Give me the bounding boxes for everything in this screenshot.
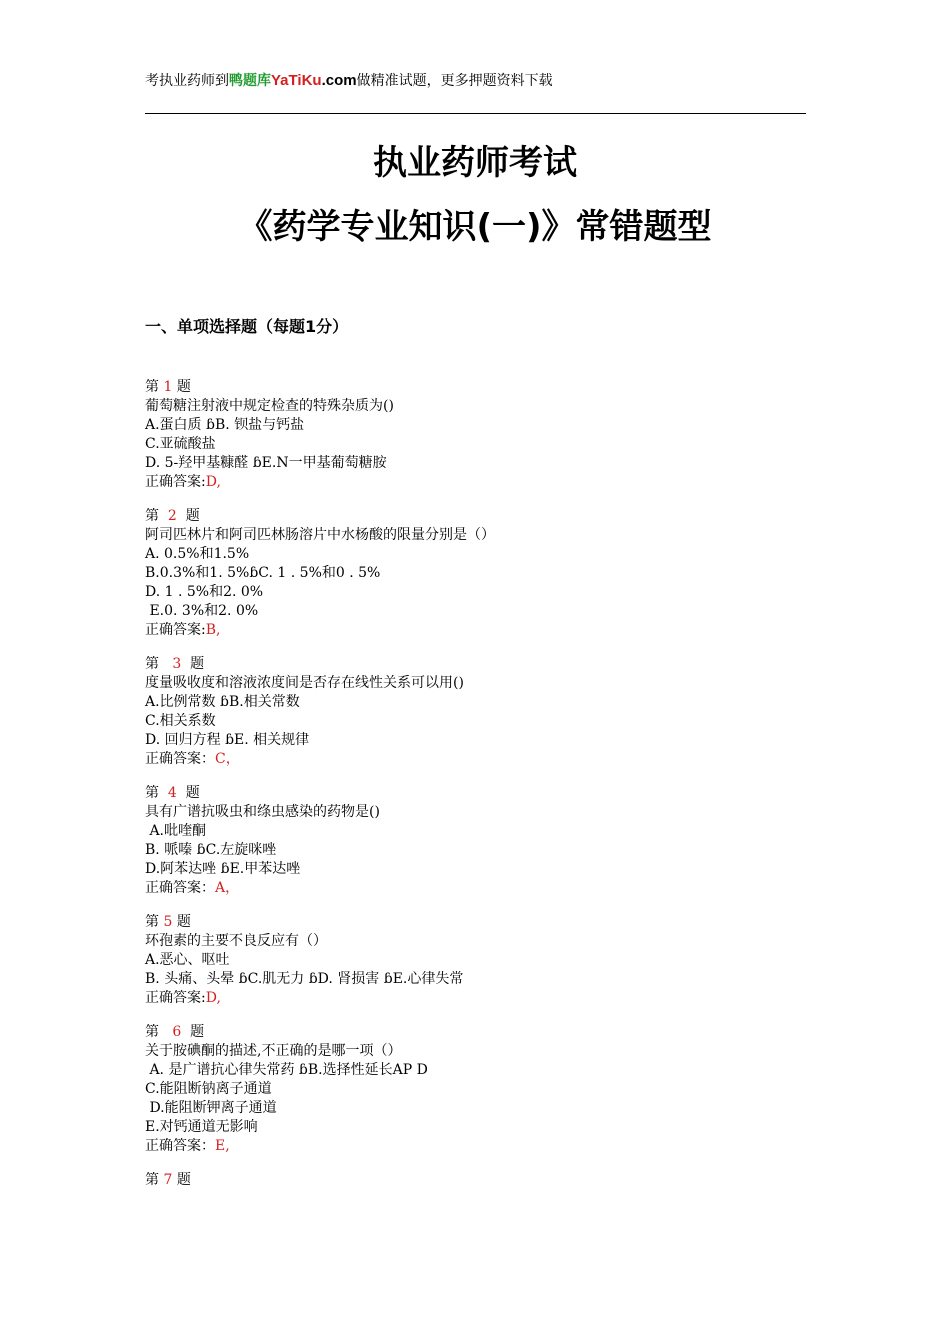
question-option: E.对钙通道无影响 bbox=[145, 1119, 258, 1135]
question-option: A.吡喹酮 bbox=[145, 823, 207, 839]
question-option: A.蛋白质 ɓB. 钡盐与钙盐 bbox=[145, 417, 305, 433]
question-option: C.亚硫酸盐 bbox=[145, 436, 216, 452]
question-option: C.相关系数 bbox=[145, 713, 216, 729]
question-number bbox=[145, 784, 845, 803]
section-heading: 一、单项选择题（每题1分） bbox=[145, 317, 349, 336]
question-option: D.能阻断钾离子通道 bbox=[145, 1100, 277, 1116]
header-prefix: 考执业药师到 bbox=[145, 73, 229, 89]
brand-name-cn[interactable]: 鸭题库 bbox=[229, 73, 271, 89]
answer-label: 正确答案: bbox=[145, 474, 206, 490]
document-title: 执业药师考试 bbox=[373, 143, 577, 183]
question-option: C.能阻断钠离子通道 bbox=[145, 1081, 272, 1097]
question-number-value: 1 bbox=[163, 379, 173, 395]
question-stem: 阿司匹林片和阿司匹林肠溶片中水杨酸的限量分别是（） bbox=[145, 527, 495, 543]
question-label-prefix: 第 bbox=[145, 656, 173, 672]
page-header bbox=[145, 71, 553, 91]
question-block bbox=[145, 1023, 845, 1156]
answer-value: D, bbox=[205, 990, 221, 1006]
question-option: D. 1 . 5%和2. 0% bbox=[145, 584, 264, 600]
question-block bbox=[145, 913, 845, 1008]
question-label-prefix: 第 bbox=[145, 914, 164, 930]
answer-line bbox=[145, 1137, 845, 1156]
question-label-suffix: 题 bbox=[181, 656, 205, 672]
question-number-value: 6 bbox=[172, 1024, 182, 1040]
question-option: A.比例常数 ɓB.相关常数 bbox=[145, 694, 300, 710]
header-suffix: 做精准试题，更多押题资料下载 bbox=[356, 73, 553, 89]
question-number-value: 4 bbox=[167, 785, 177, 801]
question-label-suffix: 题 bbox=[176, 508, 200, 524]
question-number bbox=[145, 378, 845, 397]
question-stem: 环孢素的主要不良反应有（） bbox=[145, 933, 327, 949]
answer-label: 正确答案： bbox=[145, 751, 215, 767]
question-option: B. 哌嗪 ɓC.左旋咪唑 bbox=[145, 842, 277, 858]
question-option: A. 0.5%和1.5% bbox=[145, 546, 250, 562]
document-subtitle: 《药学专业知识(一)》常错题型 bbox=[238, 207, 712, 247]
answer-value: A， bbox=[215, 880, 240, 896]
question-option: E.0. 3%和2. 0% bbox=[145, 603, 259, 619]
question-block bbox=[145, 655, 845, 769]
question-stem: 关于胺碘酮的描述,不正确的是哪一项（） bbox=[145, 1043, 402, 1059]
question-number bbox=[145, 1023, 845, 1042]
question-stem: 度量吸收度和溶液浓度间是否存在线性关系可以用() bbox=[145, 675, 464, 691]
question-option: B. 头痛、头晕 ɓC.肌无力 ɓD. 肾损害 ɓE.心律失常 bbox=[145, 971, 464, 987]
question-number-value: 7 bbox=[163, 1172, 173, 1188]
answer-line bbox=[145, 473, 845, 492]
answer-label: 正确答案： bbox=[145, 1138, 215, 1154]
answer-value: C， bbox=[215, 751, 240, 767]
brand-domain[interactable]: .com bbox=[321, 72, 357, 89]
answer-label: 正确答案： bbox=[145, 880, 215, 896]
question-option: D. 回归方程 ɓE. 相关规律 bbox=[145, 732, 310, 748]
answer-label: 正确答案: bbox=[145, 622, 206, 638]
question-number-value: 5 bbox=[163, 914, 173, 930]
question-number bbox=[145, 655, 845, 674]
question-number-value: 3 bbox=[172, 656, 182, 672]
answer-line bbox=[145, 989, 845, 1008]
question-label-prefix: 第 bbox=[145, 785, 168, 801]
question-label-prefix: 第 bbox=[145, 1024, 173, 1040]
answer-value: B, bbox=[205, 622, 221, 638]
question-number-value: 2 bbox=[167, 508, 177, 524]
question-label-suffix: 题 bbox=[176, 785, 200, 801]
question-list bbox=[145, 378, 845, 1205]
question-option: A. 是广谱抗心律失常药 ɓB.选择性延长AP D bbox=[145, 1062, 428, 1078]
question-number bbox=[145, 507, 845, 526]
question-block bbox=[145, 378, 845, 492]
question-label-suffix: 题 bbox=[172, 914, 191, 930]
answer-value: D, bbox=[205, 474, 221, 490]
question-number bbox=[145, 1171, 845, 1190]
question-number bbox=[145, 913, 845, 932]
question-stem: 具有广谱抗吸虫和绦虫感染的药物是() bbox=[145, 804, 380, 820]
question-label-suffix: 题 bbox=[172, 379, 191, 395]
answer-line bbox=[145, 621, 845, 640]
question-label-suffix: 题 bbox=[172, 1172, 191, 1188]
question-label-suffix: 题 bbox=[181, 1024, 205, 1040]
question-option: D.阿苯达唑 ɓE.甲苯达唑 bbox=[145, 861, 301, 877]
question-block bbox=[145, 784, 845, 898]
answer-value: E, bbox=[215, 1138, 230, 1154]
answer-line bbox=[145, 879, 845, 898]
question-block bbox=[145, 1171, 845, 1190]
answer-label: 正确答案: bbox=[145, 990, 206, 1006]
brand-name-en[interactable]: YaTiKu bbox=[271, 72, 322, 89]
question-label-prefix: 第 bbox=[145, 379, 164, 395]
question-label-prefix: 第 bbox=[145, 1172, 164, 1188]
header-divider bbox=[145, 113, 806, 114]
question-option: A.恶心、呕吐 bbox=[145, 952, 230, 968]
question-stem: 葡萄糖注射液中规定检查的特殊杂质为() bbox=[145, 398, 394, 414]
answer-line bbox=[145, 750, 845, 769]
question-option: D. 5-羟甲基糠醛 ɓE.N一甲基葡萄糖胺 bbox=[145, 455, 387, 471]
question-option: B.0.3%和1. 5%ɓC. 1 . 5%和0 . 5% bbox=[145, 565, 381, 581]
question-label-prefix: 第 bbox=[145, 508, 168, 524]
question-block bbox=[145, 507, 845, 640]
